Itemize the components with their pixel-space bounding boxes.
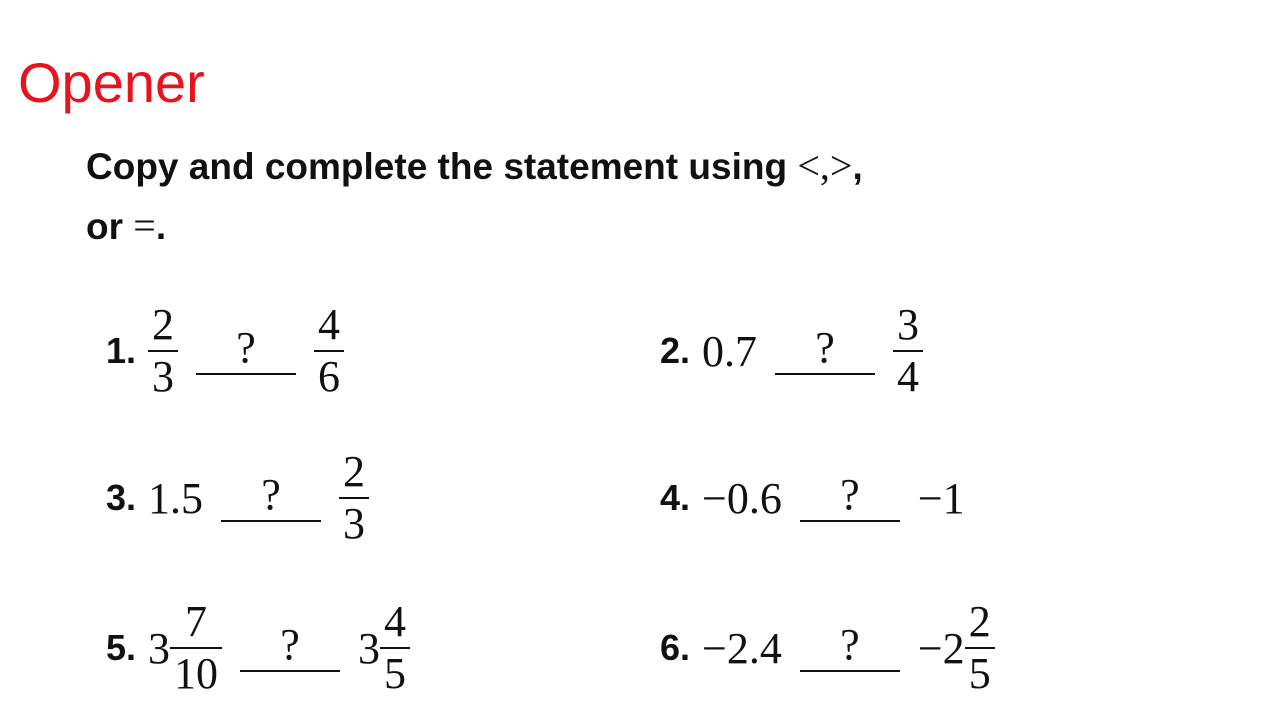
- fraction-right: [314, 302, 344, 400]
- mixed-number-left: [148, 599, 222, 697]
- problem-4: [660, 443, 965, 553]
- answer-blank[interactable]: [775, 321, 875, 381]
- value-left: −0.6: [702, 473, 782, 523]
- blank-question-mark: ?: [236, 323, 256, 372]
- answer-blank[interactable]: [196, 321, 296, 381]
- value-left: 0.7: [702, 326, 758, 376]
- blank-question-mark: ?: [840, 470, 860, 519]
- denominator: 3: [343, 499, 366, 548]
- denominator: 5: [384, 649, 407, 698]
- answer-blank[interactable]: [800, 468, 900, 528]
- value-right: −1: [917, 473, 965, 523]
- denominator: 4: [897, 352, 920, 401]
- denominator: 3: [152, 352, 175, 401]
- problem-6: [660, 593, 995, 703]
- numerator: 3: [897, 300, 920, 349]
- instructions-period: .: [155, 206, 167, 247]
- instructions-line-2: [86, 204, 166, 249]
- numerator: 2: [152, 300, 175, 349]
- blank-line: [240, 670, 340, 672]
- instructions-text: Copy and complete the statement using: [86, 146, 798, 187]
- whole-part: 3: [148, 623, 171, 673]
- fraction-left: [148, 302, 178, 400]
- answer-blank[interactable]: [800, 618, 900, 678]
- denominator: 6: [318, 352, 341, 401]
- answer-blank[interactable]: [221, 468, 321, 528]
- problem-3: [106, 443, 369, 553]
- page-title: Opener: [18, 51, 205, 114]
- value-left: −2.4: [702, 623, 782, 673]
- blank-line: [800, 670, 900, 672]
- numerator: 7: [185, 597, 208, 646]
- fraction-part: [380, 599, 410, 697]
- blank-line: [221, 520, 321, 522]
- problem-number: 3.: [106, 477, 137, 518]
- blank-question-mark: ?: [815, 323, 835, 372]
- mixed-number-right: [358, 599, 410, 697]
- mixed-number-right: [918, 599, 995, 697]
- instructions-line-1: [86, 144, 863, 189]
- denominator: 5: [968, 649, 991, 698]
- denominator: 10: [174, 649, 219, 698]
- blank-question-mark: ?: [840, 620, 860, 669]
- blank-question-mark: ?: [261, 470, 281, 519]
- answer-blank[interactable]: [240, 618, 340, 678]
- problem-number: 5.: [106, 627, 137, 668]
- instructions-punct: ,: [852, 146, 863, 187]
- numerator: 4: [318, 300, 341, 349]
- problem-number: 4.: [660, 477, 691, 518]
- problem-1: [106, 296, 344, 406]
- numerator: 4: [384, 597, 407, 646]
- numerator: 2: [968, 597, 991, 646]
- fraction-part: [965, 599, 995, 697]
- value-left: 1.5: [148, 473, 204, 523]
- blank-line: [196, 373, 296, 375]
- comparison-symbols: <,>: [797, 143, 853, 188]
- blank-line: [775, 373, 875, 375]
- instructions-text-or: or: [86, 206, 134, 247]
- fraction-part: [170, 599, 222, 697]
- fraction-right: [339, 449, 369, 547]
- whole-part: 3: [358, 623, 381, 673]
- blank-line: [800, 520, 900, 522]
- problem-number: 1.: [106, 330, 137, 371]
- problem-2: [660, 296, 923, 406]
- blank-question-mark: ?: [280, 620, 300, 669]
- problem-5: [106, 593, 410, 703]
- equals-symbol: =: [133, 203, 156, 248]
- whole-part: −2: [917, 623, 965, 673]
- problem-number: 6.: [660, 627, 691, 668]
- problem-number: 2.: [660, 330, 691, 371]
- numerator: 2: [343, 447, 366, 496]
- fraction-right: [893, 302, 923, 400]
